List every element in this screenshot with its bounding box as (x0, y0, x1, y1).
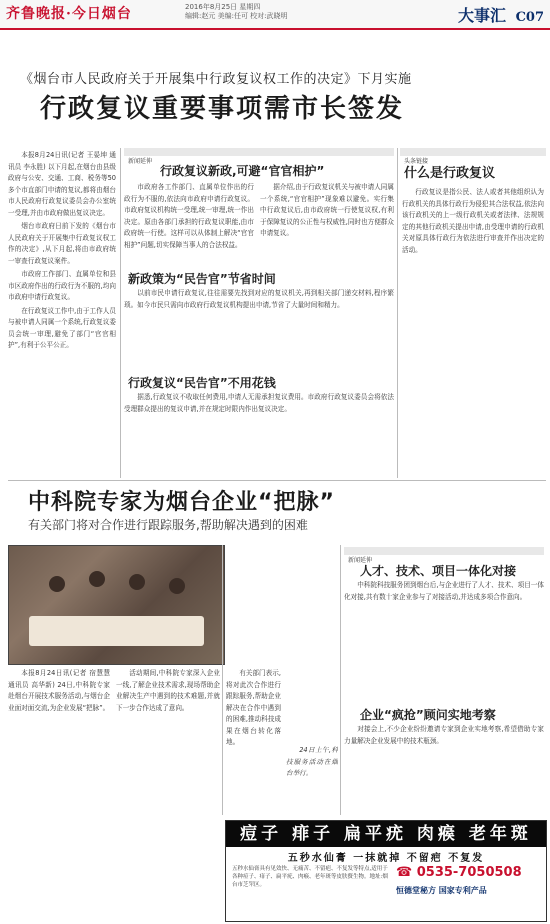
paragraph: 据悉,行政复议不收取任何费用,申请人无需承担复议费用。市政府行政复议委员会将依法受理群众提出的复议申请,并在规定时限内作出复议决定。 (124, 393, 394, 413)
paragraph: 本报8月24日讯(记者 宿慧慧 通讯员 高华新) 24日,中科院专家赴烟台开展技术服务活动,与烟台企业面对面交流,为企业发展“把脉”。 (8, 669, 110, 712)
section-name: 大事汇 (457, 6, 506, 25)
advertisement[interactable] (225, 820, 547, 922)
ad-tagline: 恒德堂秘方 国家专利产品 (396, 886, 487, 895)
phone-icon: ☎ (396, 865, 413, 880)
story1-subtitle: 《烟台市人民政府关于开展集中行政复议权工作的决定》下月实施 (20, 72, 412, 87)
paragraph: 烟台市政府日前下发的《烟台市人民政府关于开展集中行政复议权工作的决定》,从下月起,将由市政府统一审查行政复议案件。 (8, 222, 116, 265)
story1-column-4 (124, 288, 394, 368)
column-divider (340, 545, 341, 815)
sidebar-title: 什么是行政复议 (404, 166, 496, 181)
story2-headline: 中科院专家为烟台企业“把脉” (28, 490, 335, 515)
story1-headline: 行政复议重要事项需市长签发 (40, 94, 405, 124)
editor-credits: 编辑:赵元 美编:任可 校对:武晓明 (185, 12, 288, 20)
sidebar-box (400, 148, 546, 478)
story1-column-3 (260, 182, 394, 264)
paragraph: 有关部门表示,将对此次合作进行跟踪服务,帮助企业解决在合作中遇到的困难,推动科技成果在烟台转化落地。 (226, 669, 281, 746)
paragraph: 对接会上,不少企业纷纷邀请专家到企业实地考察,希望借助专家力量解决企业发展中的技术瓶颈。 (344, 725, 544, 745)
ad-subtitle: 五秒水仙膏 一抹就掉 不留疤 不复发 (287, 853, 485, 864)
photo-caption (286, 745, 338, 815)
section-divider (8, 480, 546, 481)
paragraph: 本报8月24日讯(记者 王晏坤 通讯员 李永胜) 以下月起,在烟台由县级政府与公安、交通、工商、税务等50多个市直部门申请的复议,都将由烟台市人民政府行政复议委员会办公室统一受理,并由市政府做出复议决定。 (8, 151, 116, 217)
story1-subhead-2: 新政策为“民告官”节省时间 (128, 272, 276, 286)
paragraph: 活动期间,中科院专家深入企业一线,了解企业技术需求,现场帮助企业解决生产中遇到的技术难题,并就下一步合作达成了意向。 (116, 669, 220, 712)
paragraph: 据介绍,由于行政复议机关与被申请人同属一个系统,“官官相护”现象难以避免。实行集中行政复议后,由市政府统一行使复议权,有利于保障复议的公正性与权威性,同时也方便群众申请复议。 (260, 183, 394, 237)
caption-text: 24日上午,科技服务活动在烟台举行。 (286, 746, 338, 777)
column-divider (397, 148, 398, 478)
story2-column-4 (344, 580, 544, 700)
news-photo (8, 545, 225, 665)
masthead (0, 0, 550, 30)
meeting-table (29, 616, 204, 646)
page-number: C07 (515, 10, 544, 25)
sidebar-band: 头条链接 (400, 148, 546, 156)
story1-subhead-3: 行政复议“民告官”不用花钱 (128, 376, 276, 390)
paragraph: 行政复议是指公民、法人或者其他组织认为行政机关的具体行政行为侵犯其合法权益,依法向该行政机关的上一级行政机关或者法律、法规规定的其他行政机关提出申请,由受理申请的行政机关对原具体行政行为依法进行审查并作出决定的活动。 (402, 188, 544, 254)
story1-column-5 (124, 392, 394, 462)
paragraph: 在行政复议工作中,由于工作人员与被申请人同属一个系统,行政复议委员会统一审理,避免了部门“官官相护”,有利于公平公正。 (8, 306, 116, 349)
story2-column-2 (116, 668, 220, 918)
ad-phone-number: 0535-7050508 (416, 865, 522, 880)
story2-column-1 (8, 668, 110, 918)
paragraph: 中科院科技服务团到烟台后,与企业进行了人才、技术、项目一体化对接,共有数十家企业参与了对接活动,并达成多项合作意向。 (344, 581, 544, 601)
news-band: 新闻延伸 (124, 148, 394, 156)
story2-subtitle: 有关部门将对合作进行跟踪服务,帮助解决遇到的困难 (28, 518, 308, 532)
issue-date: 2016年8月25日 星期四 (185, 3, 261, 11)
story2-subhead-1: 人才、技术、项目一体化对接 (360, 564, 517, 578)
paragraph: 市政府工作部门、直属单位和县市区政府作出的行政行为不服的,均向市政府申请行政复议。 (8, 270, 116, 301)
story2-subhead-2: 企业“疯抢”顾问实地考察 (360, 708, 496, 722)
ad-title: 痘子 痱子 扁平疣 肉瘊 老年斑 (226, 821, 546, 847)
sidebar-text (400, 187, 544, 467)
column-divider (120, 148, 121, 478)
ad-phone (396, 865, 541, 880)
section-title (458, 3, 544, 26)
story1-column-1 (8, 150, 116, 480)
paragraph: 以前市民申请行政复议,往往需要先找到对应的复议机关,再到相关部门递交材料,程序繁琐。如今市民只需向市政府行政复议机构提出申请,节省了大量时间和精力。 (124, 289, 394, 309)
story2-column-3 (226, 668, 281, 813)
story1-column-2 (124, 182, 254, 264)
news-band-2: 新闻延伸 (344, 547, 544, 555)
paragraph: 市政府各工作部门、直属单位作出的行政行为不服的,依法向市政府申请行政复议。市政府复议机构统一受理,统一审理,统一作出决定。原由各部门承担的行政复议职能,由市政府统一行使。这样可以从体制上解决“官官相护”问题,切实保障当事人的合法权益。 (124, 183, 254, 249)
story2-column-5 (344, 724, 544, 814)
issue-info (185, 3, 355, 21)
column-divider (222, 545, 223, 815)
ad-body: 五秒水仙膏具有见效快、无痛苦、不留疤、不复发等特点,适用于各种痘子、痱子、扁平疣、肉瘊、老年斑等皮肤赘生物。地址:烟台市芝罘区。 (232, 866, 388, 888)
story1-subhead-1: 行政复议新政,可避“官官相护” (160, 164, 325, 178)
newspaper-logo: 齐鲁晚报·今日烟台 (6, 6, 132, 22)
